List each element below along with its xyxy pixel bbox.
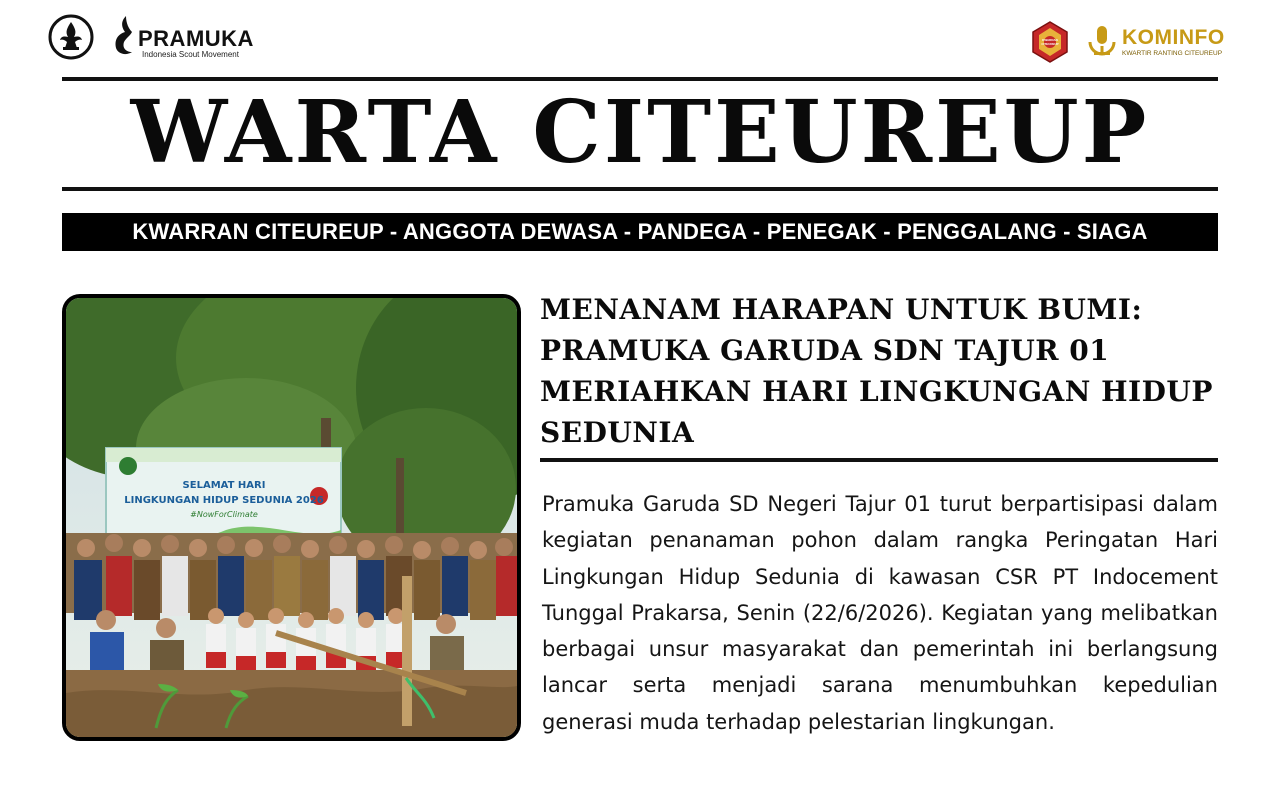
masthead-title: WARTA CITEUREUP (130, 82, 1150, 183)
pramuka-tagline: Indonesia Scout Movement (142, 50, 239, 59)
kominfo-name: KOMINFO (1122, 26, 1225, 49)
category-bar: KWARRAN CITEUREUP - ANGGOTA DEWASA - PANDEGA - PENEGAK - PENGGALANG - SIAGA (62, 213, 1218, 251)
pramuka-name: PRAMUKA (138, 26, 254, 51)
article-body: Pramuka Garuda SD Negeri Tajur 01 turut berpartisipasi dalam kegiatan penanaman pohon dalam rangka Peringatan Hari Lingkungan Hidup Sedunia di kawasan CSR PT Indocement Tunggal Prakarsa, Senin (22/6/2026). Kegiatan yang melibatkan berbagai unsur masyarakat dan pemerintah ini berlangsung lancar serta menjadi sarana menumbuhkan kepedulian generasi muda terhadap pelestarian lingkungan. (542, 492, 1218, 734)
photo-banner-hashtag: #NowForClimate (190, 510, 258, 519)
article-photo (62, 294, 521, 741)
kwarran-badge (1030, 20, 1070, 64)
photo-banner-line2: LINGKUNGAN HIDUP SEDUNIA 2026 (124, 495, 324, 506)
article-headline: MENANAM HARAPAN UNTUK BUMI: PRAMUKA GARUDA SDN TAJUR 01 MERIAHKAN HARI LINGKUNGAN HIDUP SEDUNIA (540, 293, 1213, 449)
kwarran-badge-text: KWARRAN CITEUREUP (1041, 38, 1059, 46)
pramuka-tunas-icon (112, 14, 138, 58)
article-rule (540, 458, 1218, 462)
kominfo-tagline: KWARTIR RANTING CITEUREUP (1122, 50, 1223, 57)
pramuka-logo (112, 12, 254, 60)
scout-lily-icon (48, 14, 94, 60)
kominfo-mic-icon (1084, 22, 1120, 58)
masthead-top-rule (62, 77, 1218, 81)
photo-banner-line1: SELAMAT HARI (182, 480, 266, 491)
kominfo-logo (1084, 20, 1234, 64)
masthead-bottom-rule (62, 187, 1218, 191)
